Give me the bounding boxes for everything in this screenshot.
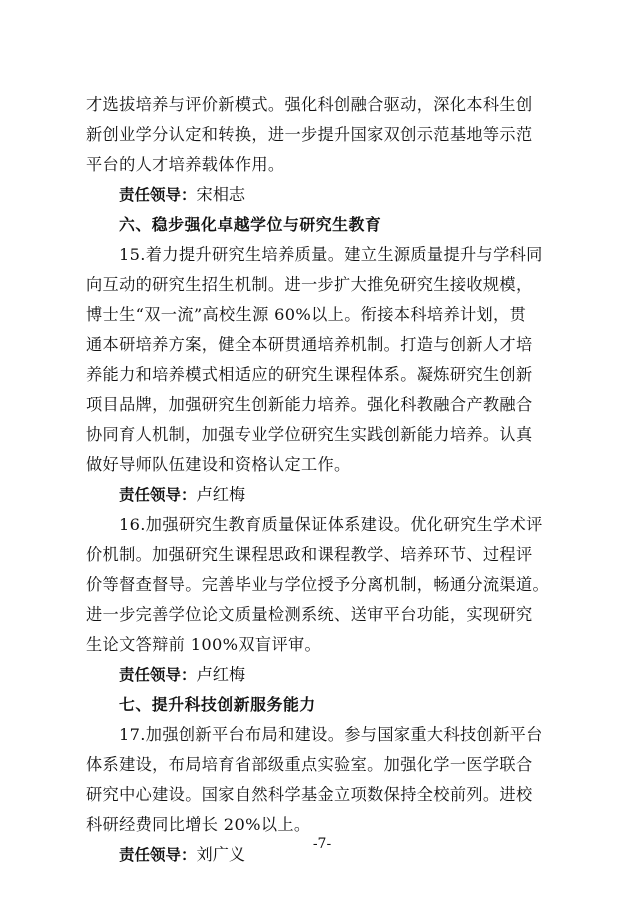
paragraph-line: 研究中心建设。国家自然科学基金立项数保持全校前列。进校 — [86, 785, 533, 804]
paragraph-line: 16.加强研究生教育质量保证体系建设。优化研究生学术评 — [119, 515, 543, 534]
item-16-paragraph — [86, 510, 557, 660]
paragraph-line: 平台的人才培养载体作用。 — [86, 155, 285, 174]
paragraph-line: 科研经费同比增长 20%以上。 — [86, 815, 311, 834]
responsible-leader-line — [86, 180, 557, 210]
paragraph-line: 协同育人机制，加强专业学位研究生实践创新能力培养。认真 — [86, 425, 533, 444]
item-15-paragraph — [86, 240, 557, 480]
responsible-leader-label: 责任领导： — [119, 846, 197, 864]
paragraph-line: 向互动的研究生招生机制。进一步扩大推免研究生接收规模， — [86, 275, 533, 294]
paragraph-line: 生论文答辩前 100%双盲评审。 — [86, 635, 322, 654]
paragraph-line: 进一步完善学位论文质量检测系统、送审平台功能，实现研究 — [86, 605, 533, 624]
document-body — [86, 90, 557, 870]
paragraph-line: 价机制。加强研究生课程思政和课程教学、培养环节、过程评 — [86, 545, 533, 564]
page-number: -7- — [312, 836, 332, 852]
paragraph-line: 新创业学分认定和转换，进一步提升国家双创示范基地等示范 — [86, 125, 533, 144]
responsible-leader-name: 刘广义 — [196, 845, 246, 864]
section-heading-6: 六、稳步强化卓越学位与研究生教育 — [119, 215, 382, 234]
paragraph-line: 通本研培养方案，健全本研贯通培养机制。打造与创新人才培 — [86, 335, 533, 354]
responsible-leader-line — [86, 660, 557, 690]
item-17-paragraph — [86, 720, 557, 840]
responsible-leader-label: 责任领导： — [119, 186, 197, 204]
paragraph-line: 做好导师队伍建设和资格认定工作。 — [86, 455, 351, 474]
responsible-leader-line — [86, 480, 557, 510]
paragraph-line: 养能力和培养模式相适应的研究生课程体系。凝炼研究生创新 — [86, 365, 533, 384]
paragraph-line: 项目品牌，加强研究生创新能力培养。强化科教融合产教融合 — [86, 395, 533, 414]
paragraph-line: 体系建设，布局培育省部级重点实验室。加强化学一医学联合 — [86, 755, 533, 774]
responsible-leader-name: 卢红梅 — [196, 485, 246, 504]
paragraph-line: 17.加强创新平台布局和建设。参与国家重大科技创新平台 — [119, 725, 543, 744]
responsible-leader-name: 卢红梅 — [196, 665, 246, 684]
paragraph-line: 15.着力提升研究生培养质量。建立生源质量提升与学科同 — [119, 245, 543, 264]
intro-paragraph — [86, 90, 557, 180]
paragraph-line: 才选拔培养与评价新模式。强化科创融合驱动，深化本科生创 — [86, 95, 533, 114]
responsible-leader-name: 宋相志 — [196, 185, 246, 204]
paragraph-line: 价等督查督导。完善毕业与学位授予分离机制，畅通分流渠道。 — [86, 575, 550, 594]
paragraph-line: 博士生“双一流”高校生源 60%以上。衔接本科培养计划，贯 — [86, 305, 527, 324]
section-heading-7: 七、提升科技创新服务能力 — [119, 695, 316, 714]
responsible-leader-label: 责任领导： — [119, 486, 197, 504]
responsible-leader-label: 责任领导： — [119, 666, 197, 684]
